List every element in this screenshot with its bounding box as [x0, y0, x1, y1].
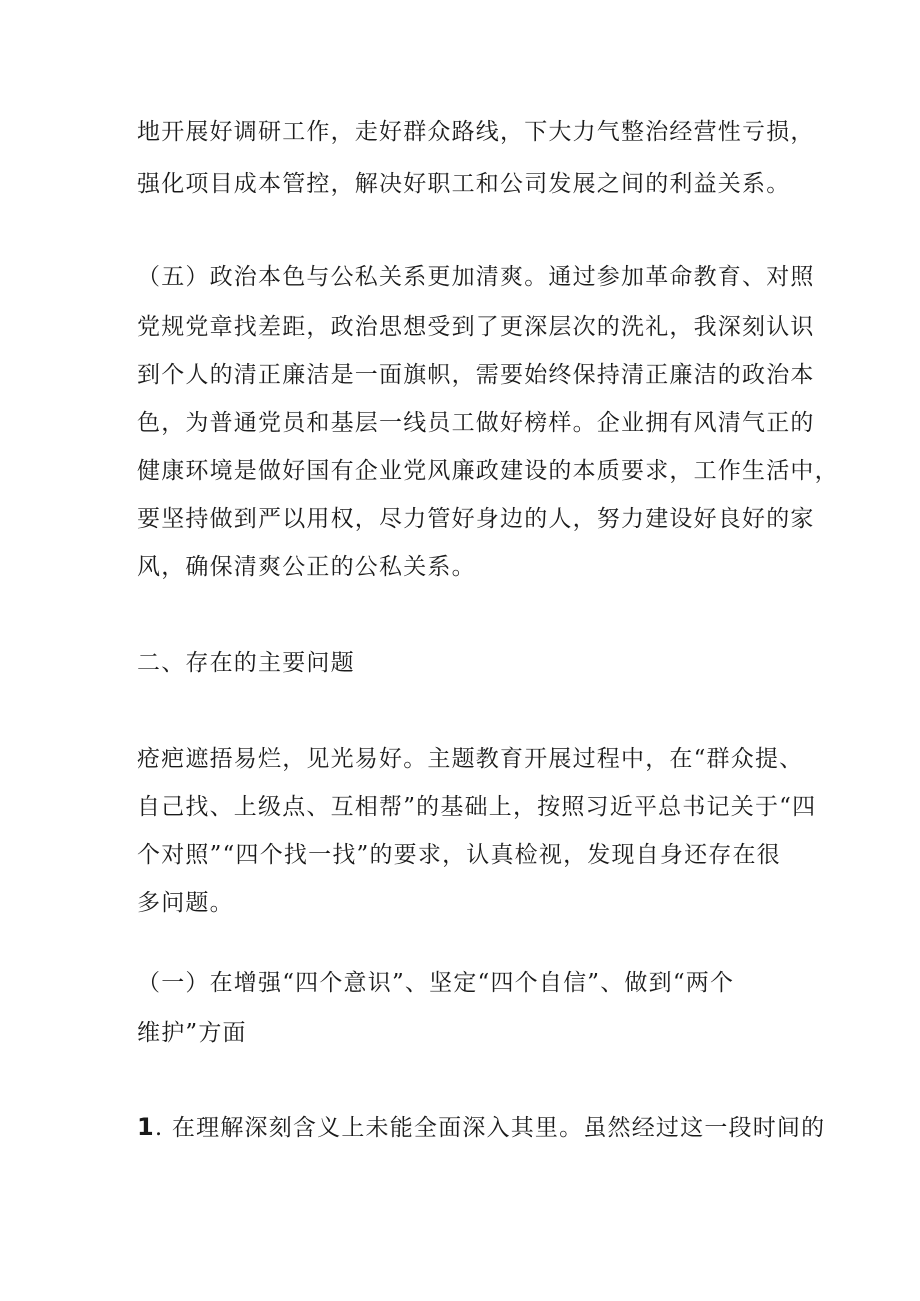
- paragraph-2-line-6: 要坚持做到严以用权，尽力管好身边的人，努力建设好良好的家: [137, 506, 815, 532]
- paragraph-1-line-1: 地开展好调研工作，走好群众路线，下大力气整治经营性亏损，: [137, 119, 815, 145]
- paragraph-3-line-2: 自己找、上级点、互相帮”的基础上，按照习近平总书记关于“四: [137, 794, 817, 820]
- paragraph-3-line-3: 个对照”“四个找一找”的要求，认真检视，发现自身还存在很: [137, 842, 781, 868]
- paragraph-2-line-5: 健康环境是做好国有企业党风廉政建设的本质要求，工作生活中，: [137, 458, 839, 484]
- subheading-line-2: 维护”方面: [137, 1020, 247, 1046]
- item-1-text: . 在理解深刻含义上未能全面深入其里。虽然经过这一段时间的: [154, 1115, 826, 1141]
- section-heading: 二、存在的主要问题: [137, 650, 355, 676]
- subheading-line-1: （一）在增强“四个意识”、坚定“四个自信”、做到“两个: [137, 970, 735, 996]
- paragraph-2-line-4: 色，为普通党员和基层一线员工做好榜样。企业拥有风清气正的: [137, 410, 815, 436]
- item-1: [137, 1112, 825, 1143]
- paragraph-2-line-3: 到个人的清正廉洁是一面旗帜，需要始终保持清正廉洁的政治本: [137, 362, 815, 388]
- paragraph-3-line-1: 疮疤遮捂易烂，见光易好。主题教育开展过程中，在“群众提、: [137, 746, 804, 772]
- paragraph-3-line-4: 多问题。: [137, 890, 234, 916]
- paragraph-2-line-1: （五）政治本色与公私关系更加清爽。通过参加革命教育、对照: [137, 264, 815, 290]
- item-1-number: 1: [137, 1113, 155, 1141]
- paragraph-1-line-2: 强化项目成本管控，解决好职工和公司发展之间的利益关系。: [137, 171, 791, 197]
- paragraph-2-line-2: 党规党章找差距，政治思想受到了更深层次的洗礼，我深刻认识: [137, 314, 815, 340]
- paragraph-2-line-7: 风，确保清爽公正的公私关系。: [137, 554, 476, 580]
